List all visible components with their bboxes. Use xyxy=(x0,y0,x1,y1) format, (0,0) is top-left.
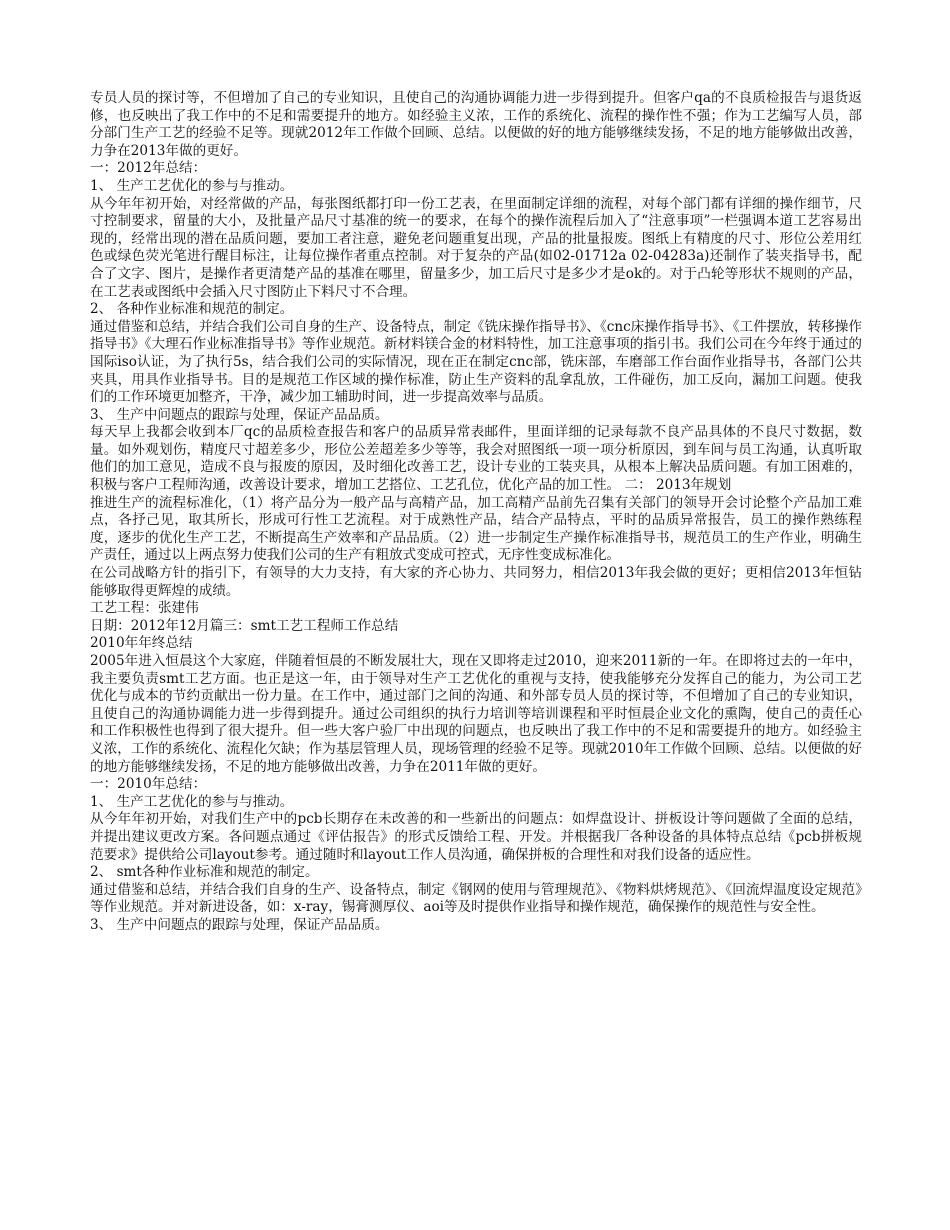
item-heading: 2、 各种作业标准和规范的制定。 xyxy=(90,301,294,318)
paragraph: 通过借鉴和总结，并结合我们公司自身的生产、设备特点，制定《铣床操作指导书》、《cnc床操作指导书》、《工件摆放，转移操作指导书》《大理石作业标准指导书》等作业规范。新材料镁合金的材料特性，加工注意事项的指引书。我们公司在今年终于通过的国际iso认证，为了执行5s，结合我们公司的实际情况，现在正在制定cnc部，铣床部，车磨部工作台面作业指导书，各部门公共夹具，用具作业指导书。目的是规范工作区域的操作标准，防止生产资料的乱拿乱放，工件碰伤，加工反向，漏加工问题。使我们的工作环境更加整齐，干净，减少加工辅助时间，进一步提高效率与品质。 xyxy=(90,318,862,406)
paragraph: 2005年进入恒晨这个大家庭，伴随着恒晨的不断发展壮大，现在又即将走过2010，迎来2011新的一年。在即将过去的一年中，我主要负责smt工艺方面。也正是这一年，由于领导对生产工艺优化的重视与支持，使我能够充分发挥自己的能力，为公司工艺优化与成本的节约贡献出一份力量。在工作中，通过部门之间的沟通、和外部专员人员的探讨等，不但增加了自己的专业知识，且使自己的沟通协调能力进一步得到提升。通过公司组织的执行力培训等培训课程和平时恒晨企业文化的熏陶，使自己的责任心和工作积极性也得到了很大提升。但一些大客户验厂中出现的问题点，也反映出了我工作中的不足和需要提升的地方。如经验主义浓，工作的系统化、流程化欠缺；作为基层管理人员，现场管理的经验不足等。现就2010年工作做个回顾、总结。以便做的好的地方能够继续发扬，不足的地方能够做出改善，力争在2011年做的更好。 xyxy=(90,653,862,775)
paragraph: 专员人员的探讨等，不但增加了自己的专业知识，且使自己的沟通协调能力进一步得到提升。但客户qa的不良质检报告与退货返修，也反映出了我工作中的不足和需要提升的地方。如经验主义浓，工作的系统化、流程的操作性不强；作为工艺编写人员，部分部门生产工艺的经验不足等。现就2012年工作做个回顾、总结。以便做的好的地方能够继续发扬，不足的地方能够做出改善，力争在2013年做的更好。 xyxy=(90,90,862,159)
item-heading: 2、 smt各种作业标准和规范的制定。 xyxy=(90,864,319,881)
item-heading: 3、 生产中问题点的跟踪与处理，保证产品品质。 xyxy=(90,406,389,423)
date-line: 日期：2012年12月篇三：smt工艺工程师工作总结 xyxy=(90,617,399,634)
document-body xyxy=(90,90,862,935)
paragraph: 从今年年初开始，对我们生产中的pcb长期存在未改善的和一些新出的问题点：如焊盘设计、拼板设计等问题做了全面的总结，并提出建议更改方案。各问题点通过《评估报告》的形式反馈给工程、开发。并根据我厂各种设备的具体特点总结《pcb拼板规范要求》提供给公司layout参考。通过随时和layout工作人员沟通，确保拼板的合理性和对我们设备的适应性。 xyxy=(90,811,862,863)
paragraph: 通过借鉴和总结，并结合我们自身的生产、设备特点，制定《钢网的使用与管理规范》、《物料烘烤规范》、《回流焊温度设定规范》等作业规范。并对新进设备，如：x-ray，锡膏测厚仪、aoi等及时提供作业指导和操作规范，确保操作的规范性与安全性。 xyxy=(90,881,862,916)
signature-line: 工艺工程：张建伟 xyxy=(90,600,199,617)
item-heading: 1、 生产工艺优化的参与与推动。 xyxy=(90,177,294,194)
paragraph: 每天早上我都会收到本厂qc的品质检查报告和客户的品质异常表邮件，里面详细的记录每款不良产品具体的不良尺寸数据，数量。如外观划伤，精度尺寸超差多少，形位公差超差多少等等，我会对照图纸一项一项分析原因，到车间与员工沟通，认真听取他们的加工意见，造成不良与报废的原因，及时细化改善工艺，设计专业的工装夹具，从根本上解决品质问题。有加工困难的，积极与客户工程师沟通，改善设计要求，增加工艺搭位、工艺孔位，优化产品的加工性。 二： 2013年规划 xyxy=(90,424,862,494)
section-heading: 一：2012年总结： xyxy=(90,160,207,177)
document-title: 2010年年终总结 xyxy=(90,635,193,652)
paragraph: 在公司战略方针的指引下，有领导的大力支持，有大家的齐心协力、共同努力，相信2013年我会做的更好；更相信2013年恒钻能够取得更辉煌的成绩。 xyxy=(90,565,862,599)
item-heading: 1、 生产工艺优化的参与与推动。 xyxy=(90,793,294,810)
item-heading: 3、 生产中问题点的跟踪与处理，保证产品品质。 xyxy=(90,916,389,933)
paragraph: 推进生产的流程标准化，（1）将产品分为一般产品与高精产品，加工高精产品前先召集有关部门的领导开会讨论整个产品加工难点，各抒己见，取其所长，形成可行性工艺流程。对于成熟性产品，结合产品特点，平时的品质异常报告，员工的操作熟练程度，逐步的优化生产工艺，不断提高生产效率和产品品质。（2）进一步制定生产操作标准指导书，规范员工的生产作业，明确生产责任，通过以上两点努力使我们公司的生产有粗放式变成可控式，无序性变成标准化。 xyxy=(90,494,862,564)
section-heading: 一：2010年总结： xyxy=(90,776,207,793)
paragraph: 从今年年初开始，对经常做的产品，每张图纸都打印一份工艺表，在里面制定详细的流程，对每个部门都有详细的操作细节，尺寸控制要求，留量的大小，及批量产品尺寸基准的统一的要求，在每个的操作流程后加入了“注意事项”一栏强调本道工艺容易出现的，经常出现的潜在品质问题，要加工者注意，避免老问题重复出现，产品的批量报废。图纸上有精度的尺寸、形位公差用红色或绿色荧光笔进行醒目标注，让每位操作者重点控制。对于复杂的产品(如02-01712a 02-04283a)还制作了装夹指导书，配合了文字、图片，是操作者更清楚产品的基准在哪里，留量多少，加工后尺寸是多少才是ok的。对于凸轮等形状不规则的产品，在工艺表或图纸中会插入尺寸图防止下料尺寸不合理。 xyxy=(90,195,862,300)
